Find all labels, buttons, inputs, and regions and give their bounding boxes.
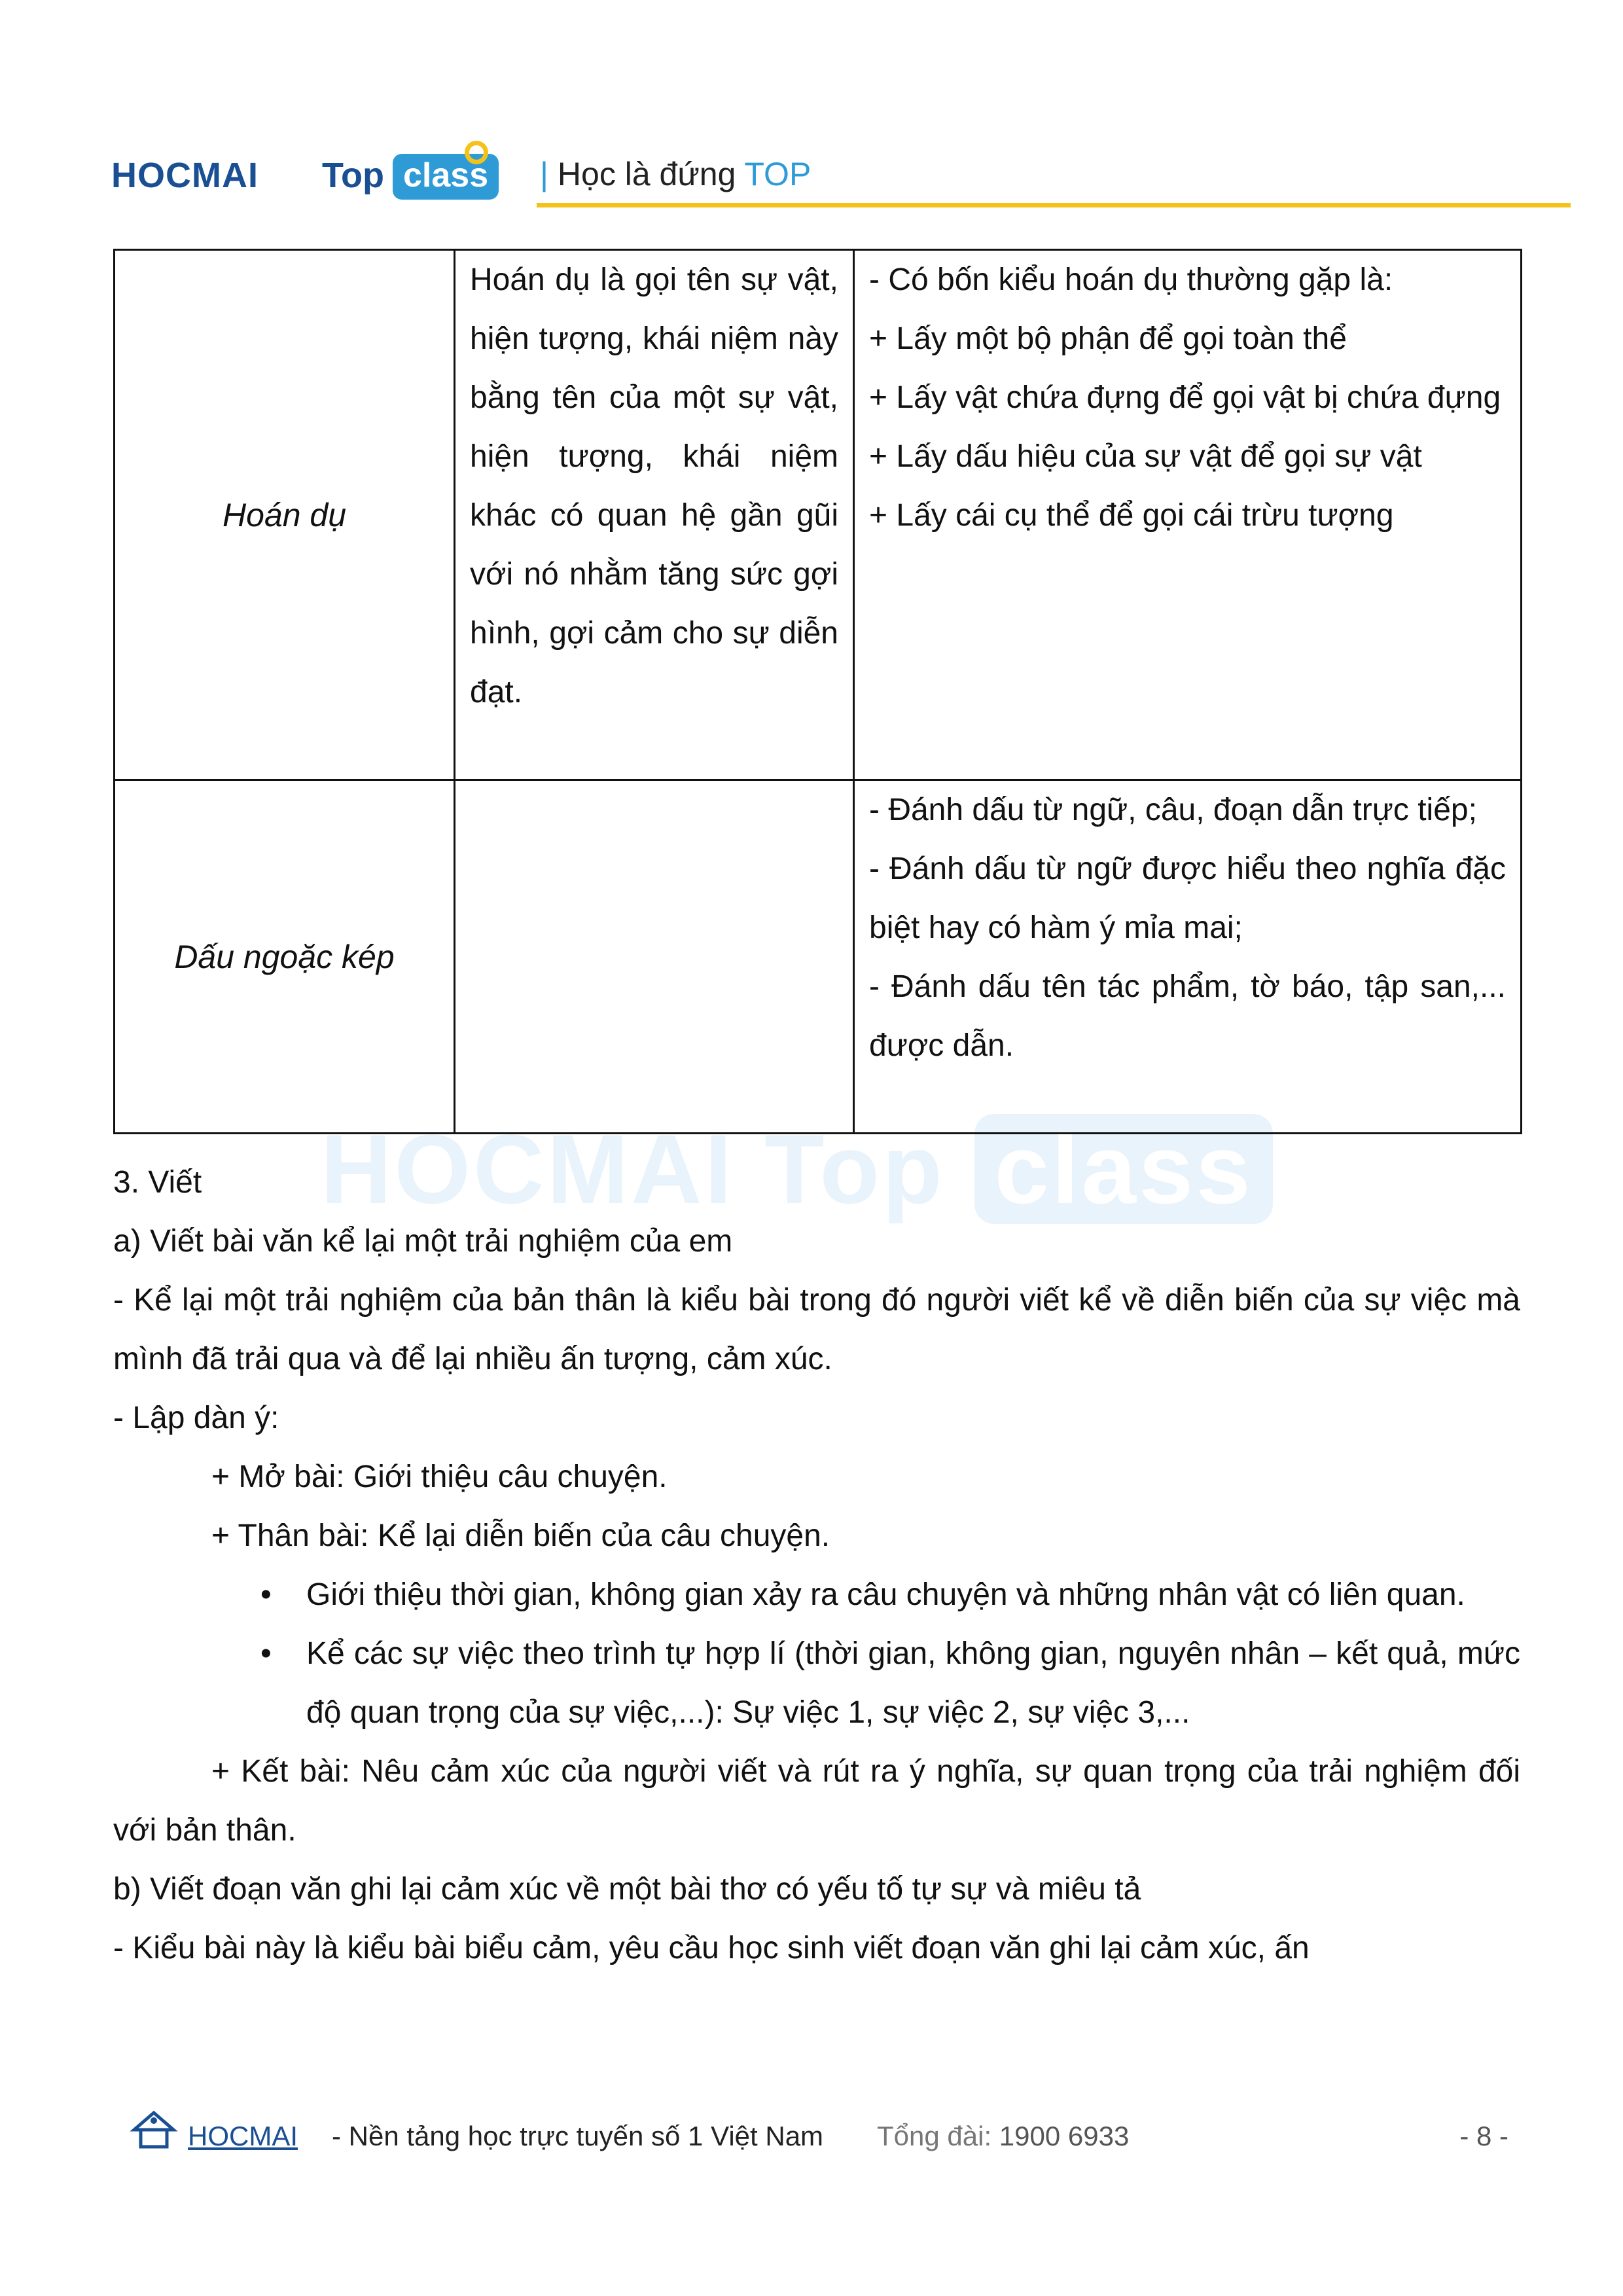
table-row	[115, 780, 1522, 1134]
section-heading: 3. Viết	[113, 1165, 202, 1200]
usage-line: + Lấy một bộ phận để gọi toàn thể	[869, 321, 1347, 356]
usage-line: + Lấy cái cụ thể để gọi cái trừu tượng	[869, 498, 1394, 533]
usage-cell	[854, 780, 1522, 1134]
header-divider	[537, 203, 1571, 207]
hotline-number: 1900 6933	[999, 2121, 1130, 2151]
definition-cell: Hoán dụ là gọi tên sự vật, hiện tượng, khái niệm này bằng tên của một sự vật, hiện tượng, khái niệm khác có quan hệ gần gũi với nó nhằm tăng sức gợi hình, gợi cảm cho sự diễn đạt.	[455, 250, 854, 780]
watermark-class: class	[974, 1114, 1272, 1224]
logo-sun-icon	[465, 141, 488, 164]
writing-section	[113, 1153, 1520, 1978]
definition-cell	[455, 780, 854, 1134]
usage-line: + Lấy dấu hiệu của sự vật để gọi sự vật	[869, 439, 1422, 474]
usage-cell	[854, 250, 1522, 780]
body-item: + Thân bài: Kể lại diễn biến của câu chuyện.	[211, 1518, 830, 1553]
part-b-title: b) Viết đoạn văn ghi lại cảm xúc về một bài thơ có yếu tố tự sự và miêu tả	[113, 1872, 1141, 1907]
tagline-top: TOP	[744, 156, 812, 192]
usage-line: + Lấy vật chứa đựng để gọi vật bị chứa đựng	[869, 380, 1501, 415]
watermark-text: HOCMAI Top	[321, 1114, 945, 1224]
logo-top-text: Top	[322, 156, 384, 195]
usage-line: - Đánh dấu tên tác phẩm, tờ báo, tập san,... được dẫn.	[869, 969, 1506, 1063]
hotline-label: Tổng đài:	[877, 2121, 992, 2151]
page-header	[111, 141, 1459, 213]
intro-item: + Mở bài: Giới thiệu câu chuyện.	[211, 1460, 668, 1494]
footer-brand-link[interactable]: HOCMAI	[188, 2121, 298, 2151]
figures-of-speech-table	[113, 249, 1522, 1134]
list-item: • Kể các sự việc theo trình tự hợp lí (thời gian, không gian, nguyên nhân – kết quả, mức độ quan trọng của sự việc,...): Sự việc 1, sự việc 2, sự việc 3,...	[306, 1624, 1520, 1742]
tagline-separator: |	[540, 156, 548, 192]
usage-line: - Đánh dấu từ ngữ, câu, đoạn dẫn trực tiếp;	[869, 793, 1477, 827]
logo-class-badge: class	[393, 154, 499, 200]
usage-line: - Có bốn kiểu hoán dụ thường gặp là:	[869, 262, 1393, 297]
usage-line: - Đánh dấu từ ngữ được hiểu theo nghĩa đặc biệt hay có hàm ý mỉa mai;	[869, 852, 1506, 945]
logo-hocmai-text: HOCMAI	[111, 156, 259, 195]
footer-hotline	[877, 2121, 1129, 2152]
tagline-text: Học là đứng	[557, 156, 736, 192]
outline-label: - Lập dàn ý:	[113, 1401, 279, 1435]
list-item: • Giới thiệu thời gian, không gian xảy ra câu chuyện và những nhân vật có liên quan.	[306, 1566, 1520, 1624]
conclusion-item: + Kết bài: Nêu cảm xúc của người viết và rút ra ý nghĩa, sự quan trọng của trải nghiệm đối với bản thân.	[113, 1754, 1520, 1848]
part-a-title: a) Viết bài văn kể lại một trải nghiệm của em	[113, 1224, 733, 1259]
footer-slogan: - Nền tảng học trực tuyến số 1 Việt Nam	[332, 2121, 824, 2151]
body-bullet-list	[113, 1566, 1520, 1742]
page-footer	[128, 2108, 1508, 2160]
table-row	[115, 250, 1522, 780]
part-a-description: - Kể lại một trải nghiệm của bản thân là kiểu bài trong đó người viết kể về diễn biến của sự việc mà mình đã trải qua và để lại nhiều ấn tượng, cảm xúc.	[113, 1283, 1520, 1376]
page-number: - 8 -	[1459, 2121, 1508, 2151]
term-cell: Dấu ngoặc kép	[115, 780, 455, 1134]
hocmai-house-icon	[128, 2108, 180, 2153]
part-b-description: - Kiểu bài này là kiểu bài biểu cảm, yêu cầu học sinh viết đoạn văn ghi lại cảm xúc, ấn	[113, 1931, 1310, 1965]
term-cell: Hoán dụ	[115, 250, 455, 780]
header-tagline	[540, 155, 811, 193]
